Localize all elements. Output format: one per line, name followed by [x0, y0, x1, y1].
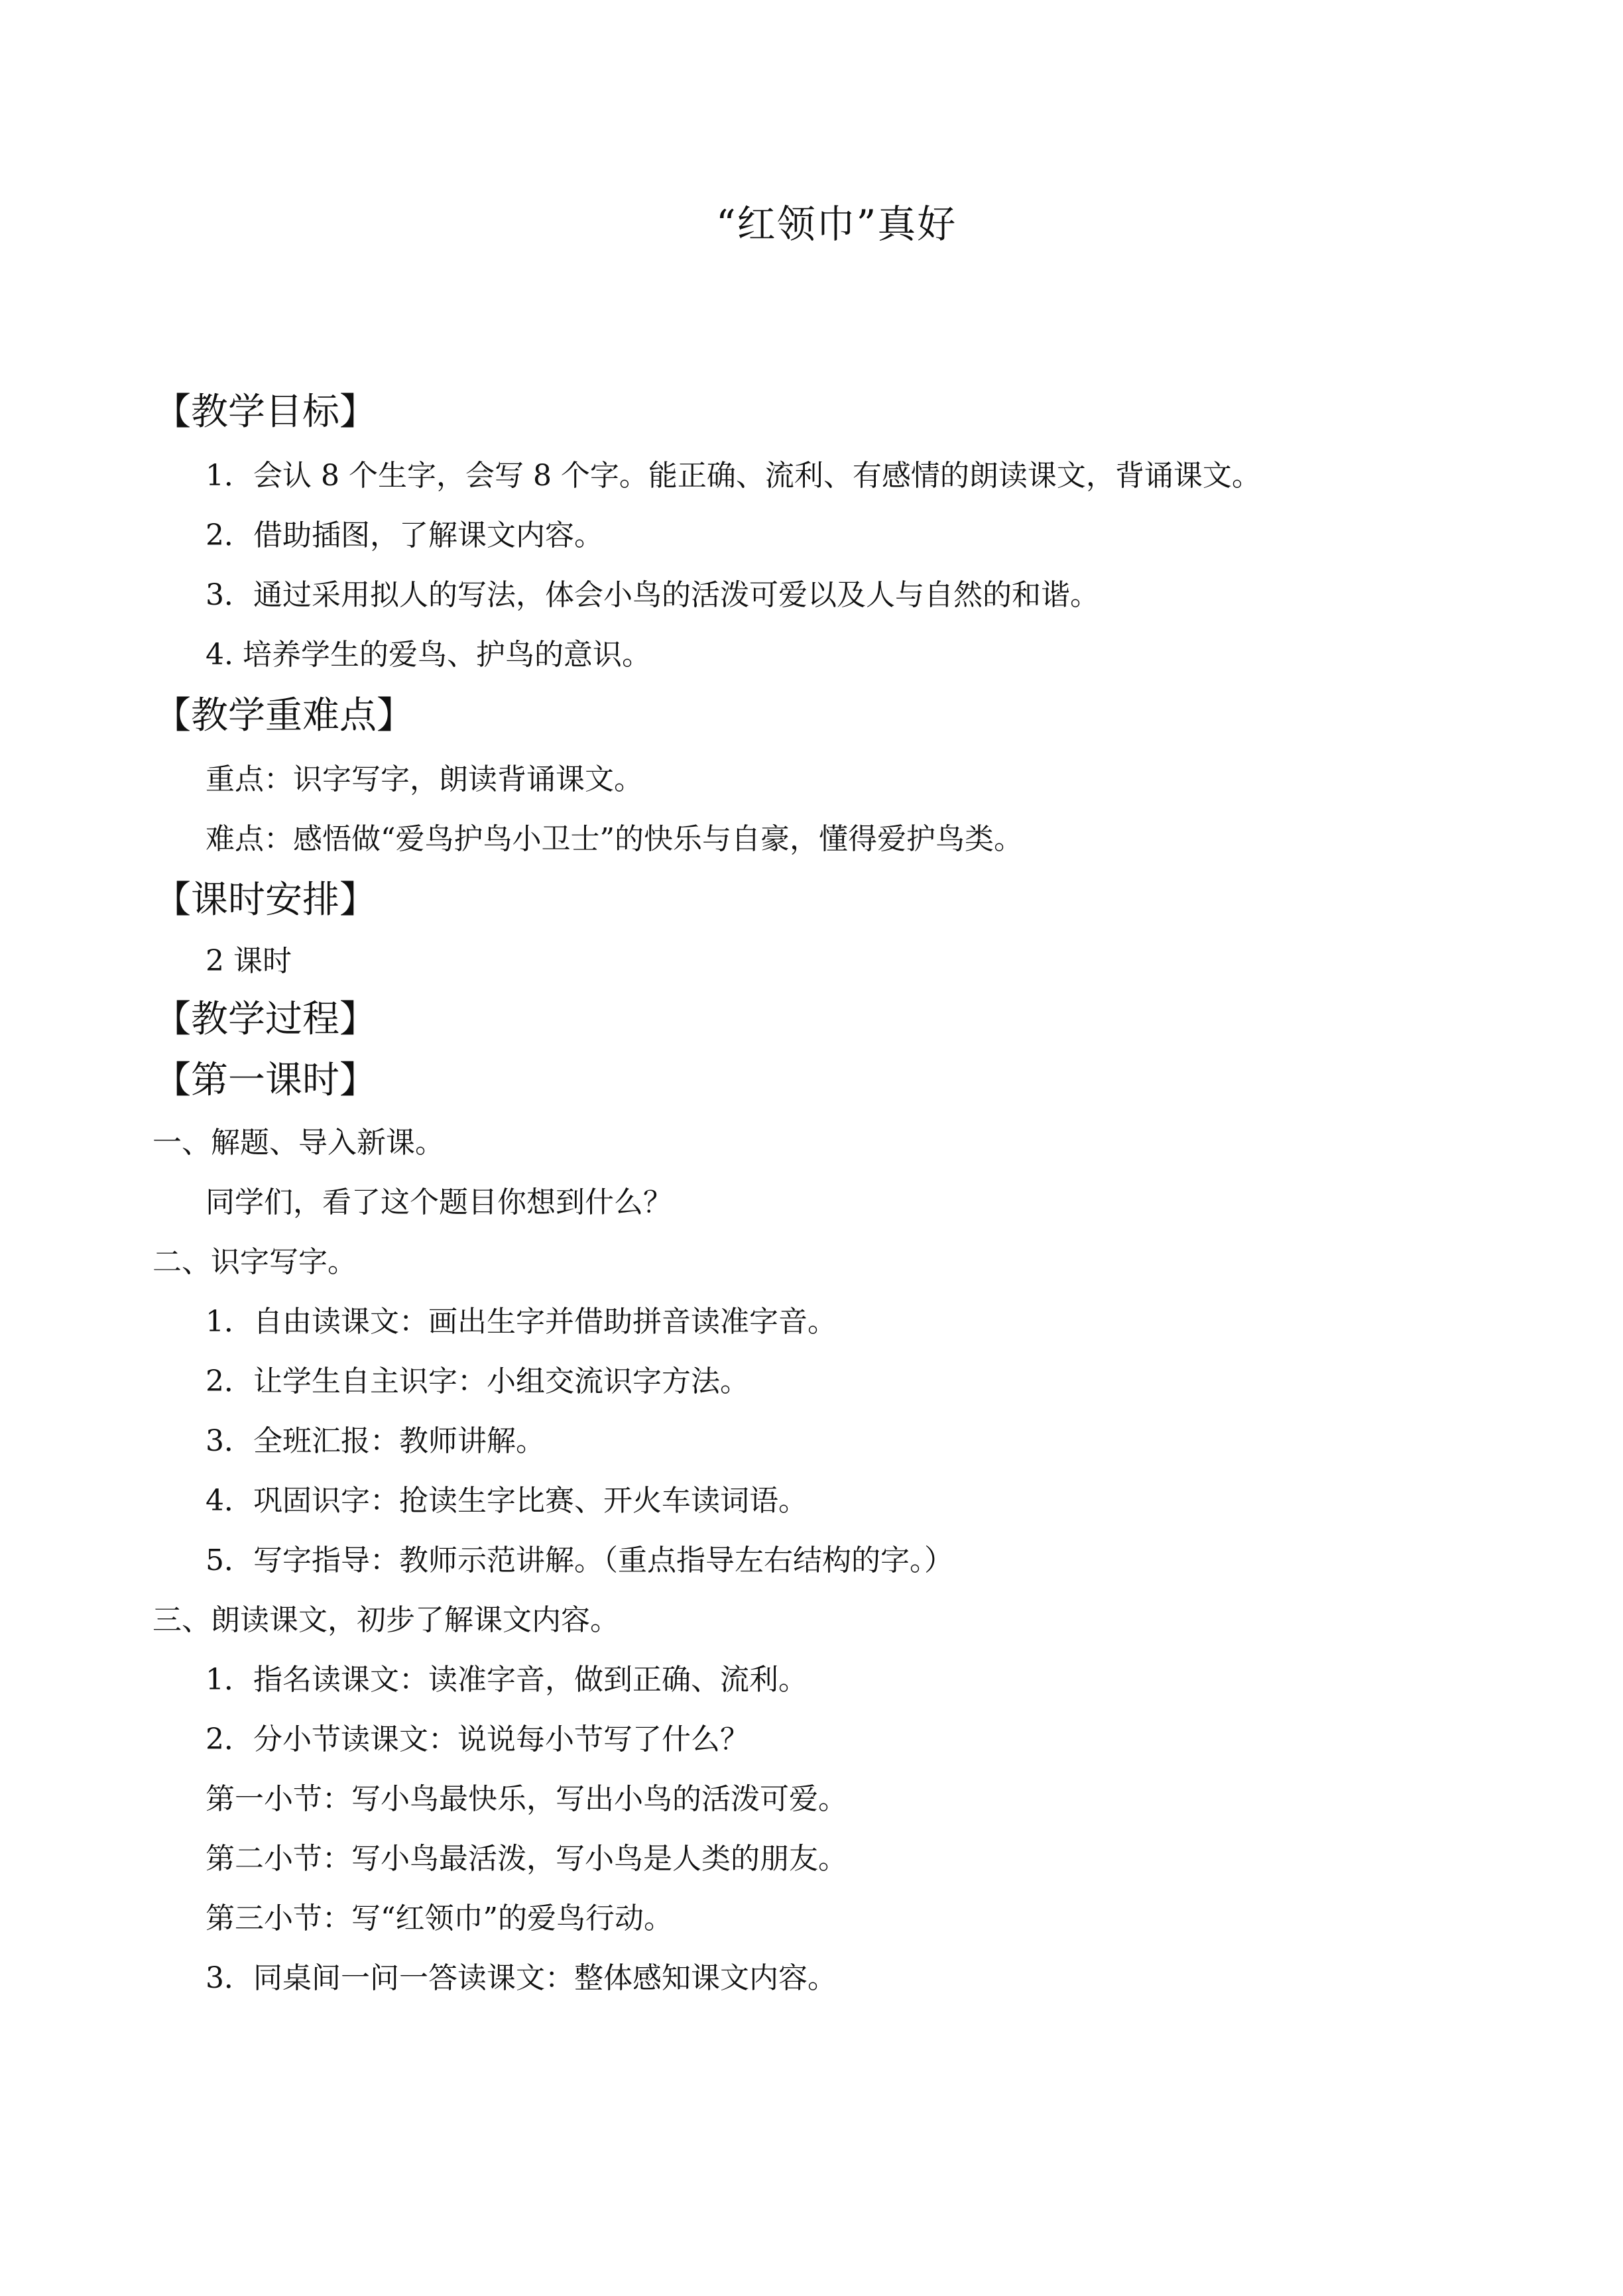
heading-teaching-goals: 【教学目标】	[154, 391, 377, 434]
part-one-item: 同学们，看了这个题目你想到什么？	[206, 1185, 672, 1219]
goal-item: 3．通过采用拟人的写法，体会小鸟的活泼可爱以及人与自然的和谐。	[206, 578, 1099, 612]
part-two-item: 1．自由读课文：画出生字并借助拼音读准字音。	[206, 1305, 837, 1339]
goal-item: 2．借助插图，了解课文内容。	[206, 518, 603, 552]
key-point-item: 难点：感悟做“爱鸟护鸟小卫士”的快乐与自豪，懂得爱护鸟类。	[206, 822, 1023, 856]
heading-schedule: 【课时安排】	[154, 878, 377, 922]
part-one-title: 一、解题、导入新课。	[152, 1126, 444, 1160]
goal-item: 4. 培养学生的爱鸟、护鸟的意识。	[206, 638, 651, 672]
document-title: “红领巾”真好	[716, 202, 957, 247]
part-three-item: 第三小节：写“红领巾”的爱鸟行动。	[206, 1902, 673, 1935]
part-three-item: 1．指名读课文：读准字音，做到正确、流利。	[206, 1663, 808, 1697]
key-point-item: 重点：识字写字，朗读背诵课文。	[206, 762, 643, 796]
part-two-item: 5．写字指导：教师示范讲解。（重点指导左右结构的字。）	[206, 1543, 953, 1577]
schedule-text: 2 课时	[206, 944, 292, 978]
part-three-title: 三、朗读课文，初步了解课文内容。	[152, 1603, 619, 1637]
part-two-item: 2．让学生自主识字：小组交流识字方法。	[206, 1364, 749, 1398]
goal-item: 1．会认 8 个生字，会写 8 个字。能正确、流利、有感情的朗读课文，背诵课文。	[206, 459, 1261, 493]
part-two-title: 二、识字写字。	[152, 1245, 357, 1279]
heading-lesson-one: 【第一课时】	[154, 1059, 377, 1102]
heading-key-points: 【教学重难点】	[154, 694, 414, 737]
part-three-item: 2．分小节读课文：说说每小节写了什么？	[206, 1722, 749, 1756]
part-three-item: 3．同桌间一问一答读课文：整体感知课文内容。	[206, 1961, 837, 1995]
heading-teaching-process: 【教学过程】	[154, 998, 377, 1041]
part-two-item: 4．巩固识字：抢读生字比赛、开火车读词语。	[206, 1484, 808, 1518]
part-two-item: 3．全班汇报：教师讲解。	[206, 1424, 545, 1458]
part-three-item: 第二小节：写小鸟最活泼，写小鸟是人类的朋友。	[206, 1842, 847, 1876]
part-three-item: 第一小节：写小鸟最快乐，写出小鸟的活泼可爱。	[206, 1782, 847, 1816]
